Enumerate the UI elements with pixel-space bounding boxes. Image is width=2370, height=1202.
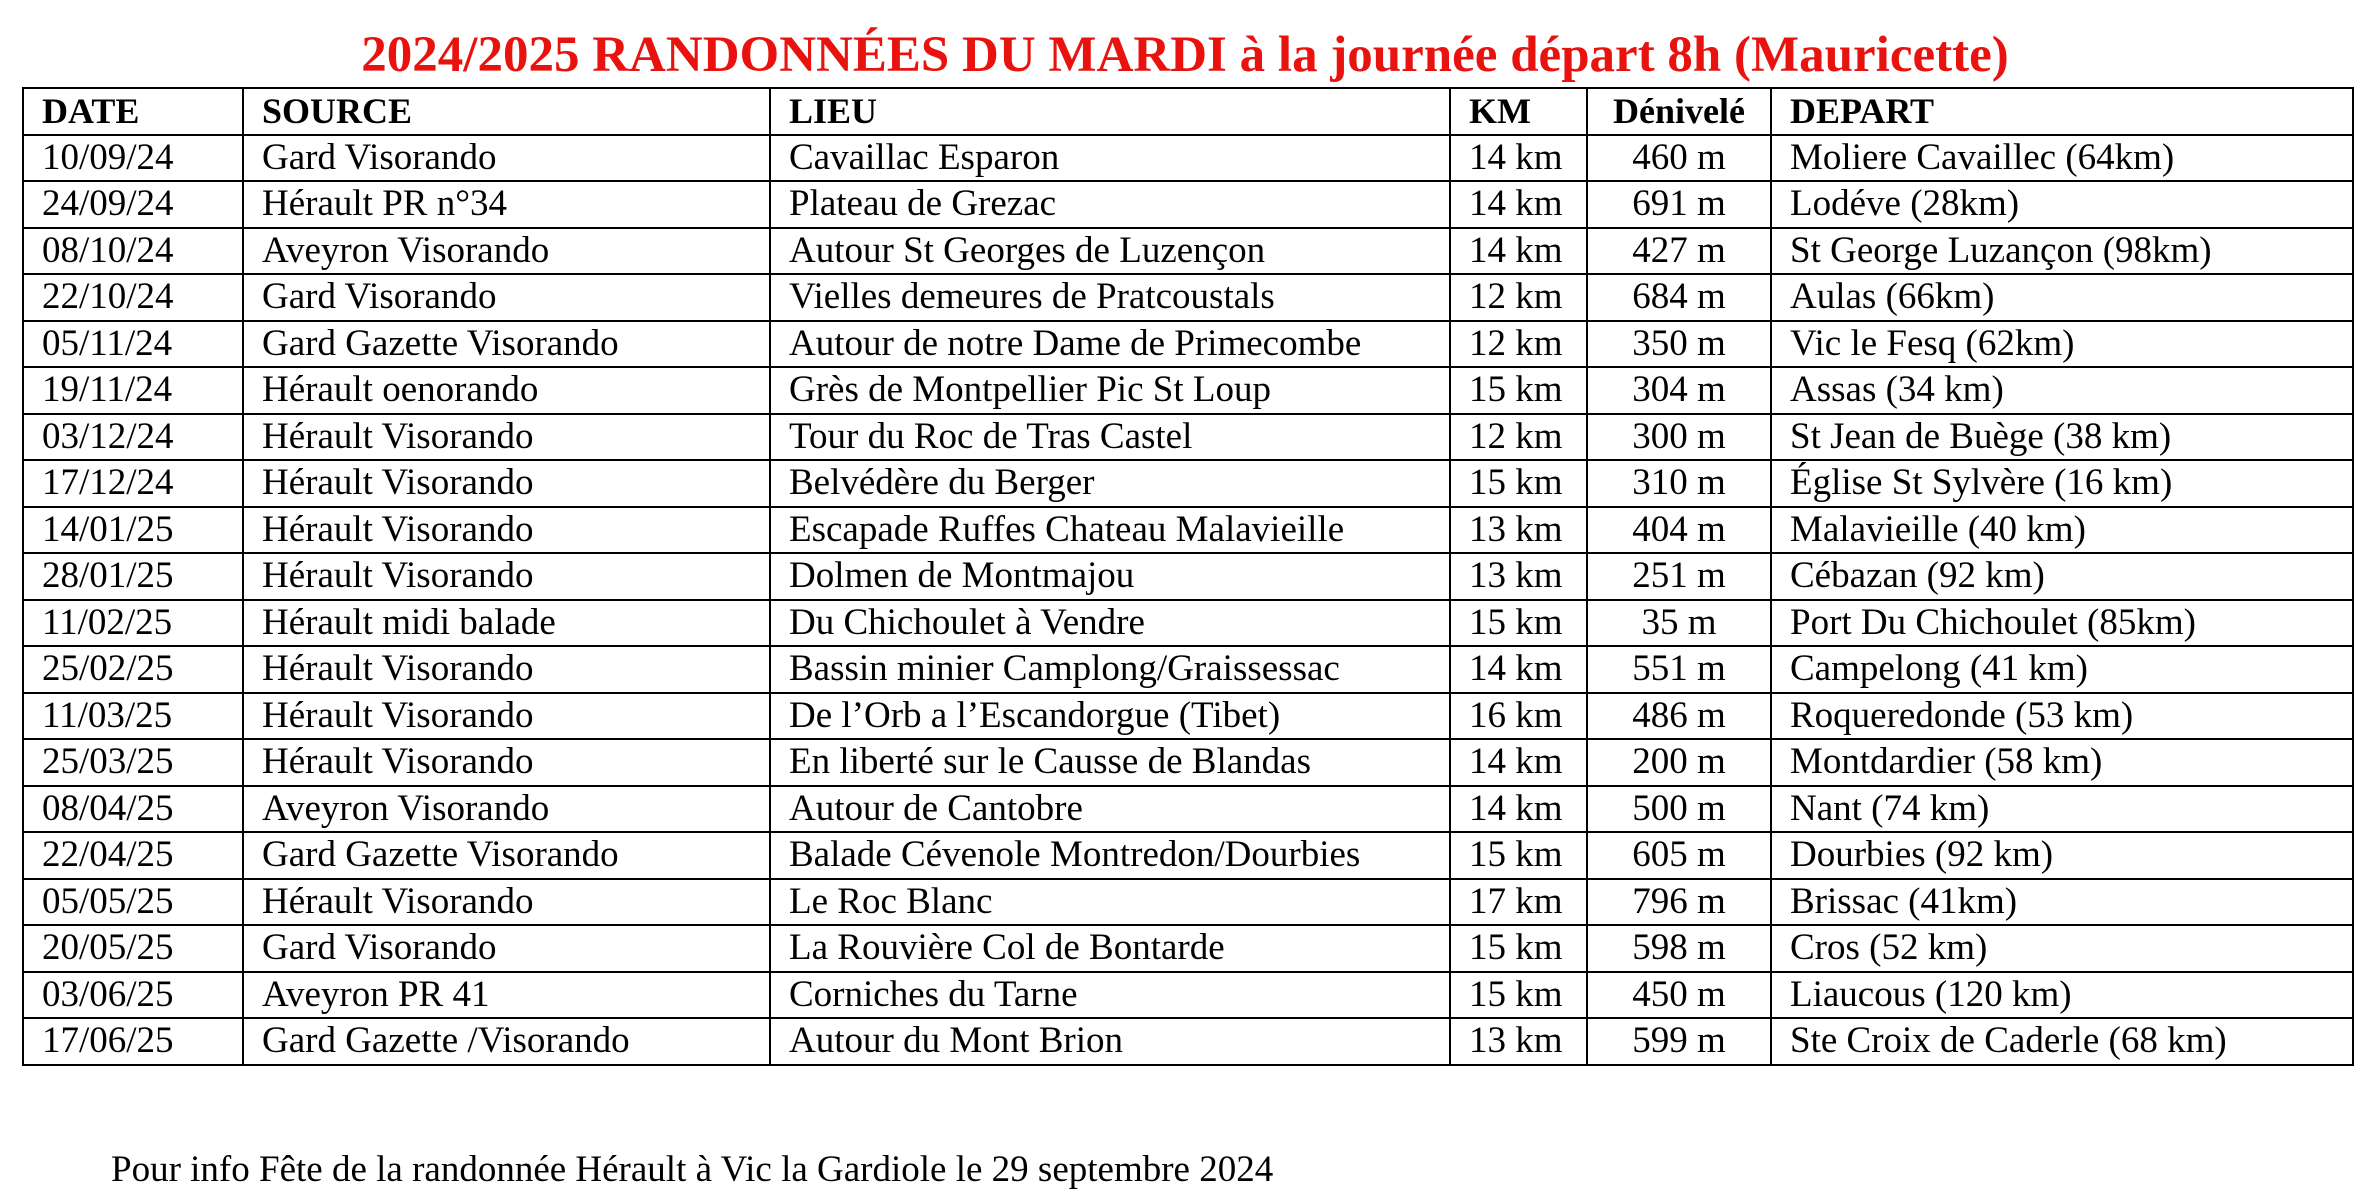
cell-denivele: 251 m [1587,553,1771,600]
cell-denivele: 310 m [1587,460,1771,507]
cell-depart: St George Luzançon (98km) [1771,228,2353,275]
cell-date: 20/05/25 [23,925,243,972]
cell-denivele: 460 m [1587,135,1771,182]
cell-depart: Église St Sylvère (16 km) [1771,460,2353,507]
cell-denivele: 450 m [1587,972,1771,1019]
cell-depart: Port Du Chichoulet (85km) [1771,600,2353,647]
cell-date: 17/06/25 [23,1018,243,1065]
cell-depart: Vic le Fesq (62km) [1771,321,2353,368]
table-row [23,879,2353,926]
cell-denivele: 35 m [1587,600,1771,647]
cell-denivele: 486 m [1587,693,1771,740]
cell-denivele: 404 m [1587,507,1771,554]
cell-km: 15 km [1450,972,1587,1019]
cell-lieu: Du Chichoulet à Vendre [770,600,1450,647]
page-title: 2024/2025 RANDONNÉES DU MARDI à la journée départ 8h (Mauricette) [361,27,2009,83]
table-row [23,646,2353,693]
cell-depart: Lodéve (28km) [1771,181,2353,228]
cell-denivele: 304 m [1587,367,1771,414]
cell-source: Hérault Visorando [243,553,770,600]
cell-date: 28/01/25 [23,553,243,600]
cell-depart: Moliere Cavaillec (64km) [1771,135,2353,182]
table-header-row [23,88,2353,135]
table-row [23,925,2353,972]
cell-source: Hérault midi balade [243,600,770,647]
table-row [23,274,2353,321]
cell-km: 15 km [1450,367,1587,414]
cell-source: Hérault oenorando [243,367,770,414]
cell-lieu: La Rouvière Col de Bontarde [770,925,1450,972]
cell-km: 12 km [1450,321,1587,368]
cell-date: 25/02/25 [23,646,243,693]
cell-date: 08/10/24 [23,228,243,275]
cell-km: 15 km [1450,600,1587,647]
cell-km: 14 km [1450,135,1587,182]
cell-source: Hérault Visorando [243,460,770,507]
cell-denivele: 684 m [1587,274,1771,321]
header-depart: DEPART [1771,88,2353,135]
cell-source: Aveyron Visorando [243,786,770,833]
cell-depart: Dourbies (92 km) [1771,832,2353,879]
table-row [23,181,2353,228]
table-row [23,135,2353,182]
table-row [23,786,2353,833]
cell-date: 11/03/25 [23,693,243,740]
table-body [23,135,2353,1065]
cell-lieu: Balade Cévenole Montredon/Dourbies [770,832,1450,879]
cell-date: 05/11/24 [23,321,243,368]
table-row [23,321,2353,368]
table-row [23,507,2353,554]
table-row [23,553,2353,600]
cell-km: 12 km [1450,414,1587,461]
cell-km: 15 km [1450,460,1587,507]
cell-lieu: Belvédère du Berger [770,460,1450,507]
cell-date: 25/03/25 [23,739,243,786]
table-row [23,414,2353,461]
cell-km: 12 km [1450,274,1587,321]
table-row [23,1018,2353,1065]
cell-denivele: 350 m [1587,321,1771,368]
cell-km: 14 km [1450,181,1587,228]
cell-source: Gard Gazette Visorando [243,321,770,368]
table-row [23,972,2353,1019]
cell-source: Gard Gazette /Visorando [243,1018,770,1065]
cell-source: Hérault Visorando [243,739,770,786]
cell-lieu: Vielles demeures de Pratcoustals [770,274,1450,321]
cell-denivele: 551 m [1587,646,1771,693]
table-row [23,228,2353,275]
cell-depart: St Jean de Buège (38 km) [1771,414,2353,461]
cell-date: 05/05/25 [23,879,243,926]
hikes-table [22,87,2354,1066]
cell-lieu: Autour St Georges de Luzençon [770,228,1450,275]
cell-depart: Cébazan (92 km) [1771,553,2353,600]
cell-depart: Assas (34 km) [1771,367,2353,414]
cell-denivele: 300 m [1587,414,1771,461]
cell-km: 14 km [1450,739,1587,786]
cell-depart: Roqueredonde (53 km) [1771,693,2353,740]
table-row [23,367,2353,414]
cell-lieu: Plateau de Grezac [770,181,1450,228]
cell-denivele: 605 m [1587,832,1771,879]
footer-note: Pour info Fête de la randonnée Hérault à Vic la Gardiole le 29 septembre 2024 [111,1149,1274,1190]
cell-lieu: Autour du Mont Brion [770,1018,1450,1065]
cell-lieu: Grès de Montpellier Pic St Loup [770,367,1450,414]
cell-km: 13 km [1450,507,1587,554]
cell-depart: Campelong (41 km) [1771,646,2353,693]
cell-km: 15 km [1450,925,1587,972]
cell-lieu: En liberté sur le Causse de Blandas [770,739,1450,786]
cell-date: 14/01/25 [23,507,243,554]
cell-denivele: 691 m [1587,181,1771,228]
table-row [23,739,2353,786]
cell-lieu: Autour de notre Dame de Primecombe [770,321,1450,368]
cell-source: Hérault Visorando [243,507,770,554]
cell-date: 11/02/25 [23,600,243,647]
cell-lieu: Escapade Ruffes Chateau Malavieille [770,507,1450,554]
cell-depart: Nant (74 km) [1771,786,2353,833]
cell-date: 22/10/24 [23,274,243,321]
cell-source: Hérault Visorando [243,414,770,461]
header-lieu: LIEU [770,88,1450,135]
cell-source: Hérault Visorando [243,879,770,926]
cell-km: 13 km [1450,553,1587,600]
cell-depart: Liaucous (120 km) [1771,972,2353,1019]
table-row [23,460,2353,507]
cell-km: 15 km [1450,832,1587,879]
cell-source: Gard Gazette Visorando [243,832,770,879]
cell-date: 17/12/24 [23,460,243,507]
cell-lieu: Corniches du Tarne [770,972,1450,1019]
cell-date: 08/04/25 [23,786,243,833]
cell-depart: Malavieille (40 km) [1771,507,2353,554]
cell-lieu: Autour de Cantobre [770,786,1450,833]
cell-lieu: Tour du Roc de Tras Castel [770,414,1450,461]
cell-lieu: Bassin minier Camplong/Graissessac [770,646,1450,693]
cell-depart: Cros (52 km) [1771,925,2353,972]
header-source: SOURCE [243,88,770,135]
cell-depart: Brissac (41km) [1771,879,2353,926]
cell-source: Gard Visorando [243,925,770,972]
cell-lieu: Le Roc Blanc [770,879,1450,926]
cell-date: 03/06/25 [23,972,243,1019]
cell-lieu: Cavaillac Esparon [770,135,1450,182]
cell-km: 14 km [1450,228,1587,275]
cell-denivele: 500 m [1587,786,1771,833]
cell-date: 03/12/24 [23,414,243,461]
cell-km: 14 km [1450,646,1587,693]
cell-source: Aveyron Visorando [243,228,770,275]
cell-km: 17 km [1450,879,1587,926]
cell-source: Gard Visorando [243,274,770,321]
header-km: KM [1450,88,1587,135]
table-row [23,693,2353,740]
cell-lieu: De l’Orb a l’Escandorgue (Tibet) [770,693,1450,740]
cell-date: 22/04/25 [23,832,243,879]
cell-km: 13 km [1450,1018,1587,1065]
cell-denivele: 427 m [1587,228,1771,275]
cell-denivele: 200 m [1587,739,1771,786]
header-date: DATE [23,88,243,135]
cell-source: Aveyron PR 41 [243,972,770,1019]
cell-km: 16 km [1450,693,1587,740]
table-row [23,832,2353,879]
cell-source: Hérault Visorando [243,693,770,740]
cell-date: 24/09/24 [23,181,243,228]
cell-lieu: Dolmen de Montmajou [770,553,1450,600]
cell-km: 14 km [1450,786,1587,833]
cell-depart: Ste Croix de Caderle (68 km) [1771,1018,2353,1065]
cell-source: Hérault PR n°34 [243,181,770,228]
cell-denivele: 599 m [1587,1018,1771,1065]
cell-date: 19/11/24 [23,367,243,414]
cell-denivele: 796 m [1587,879,1771,926]
cell-source: Hérault Visorando [243,646,770,693]
table-row [23,600,2353,647]
cell-depart: Aulas (66km) [1771,274,2353,321]
cell-source: Gard Visorando [243,135,770,182]
cell-denivele: 598 m [1587,925,1771,972]
header-denivele: Dénivelé [1587,88,1771,135]
cell-date: 10/09/24 [23,135,243,182]
cell-depart: Montdardier (58 km) [1771,739,2353,786]
